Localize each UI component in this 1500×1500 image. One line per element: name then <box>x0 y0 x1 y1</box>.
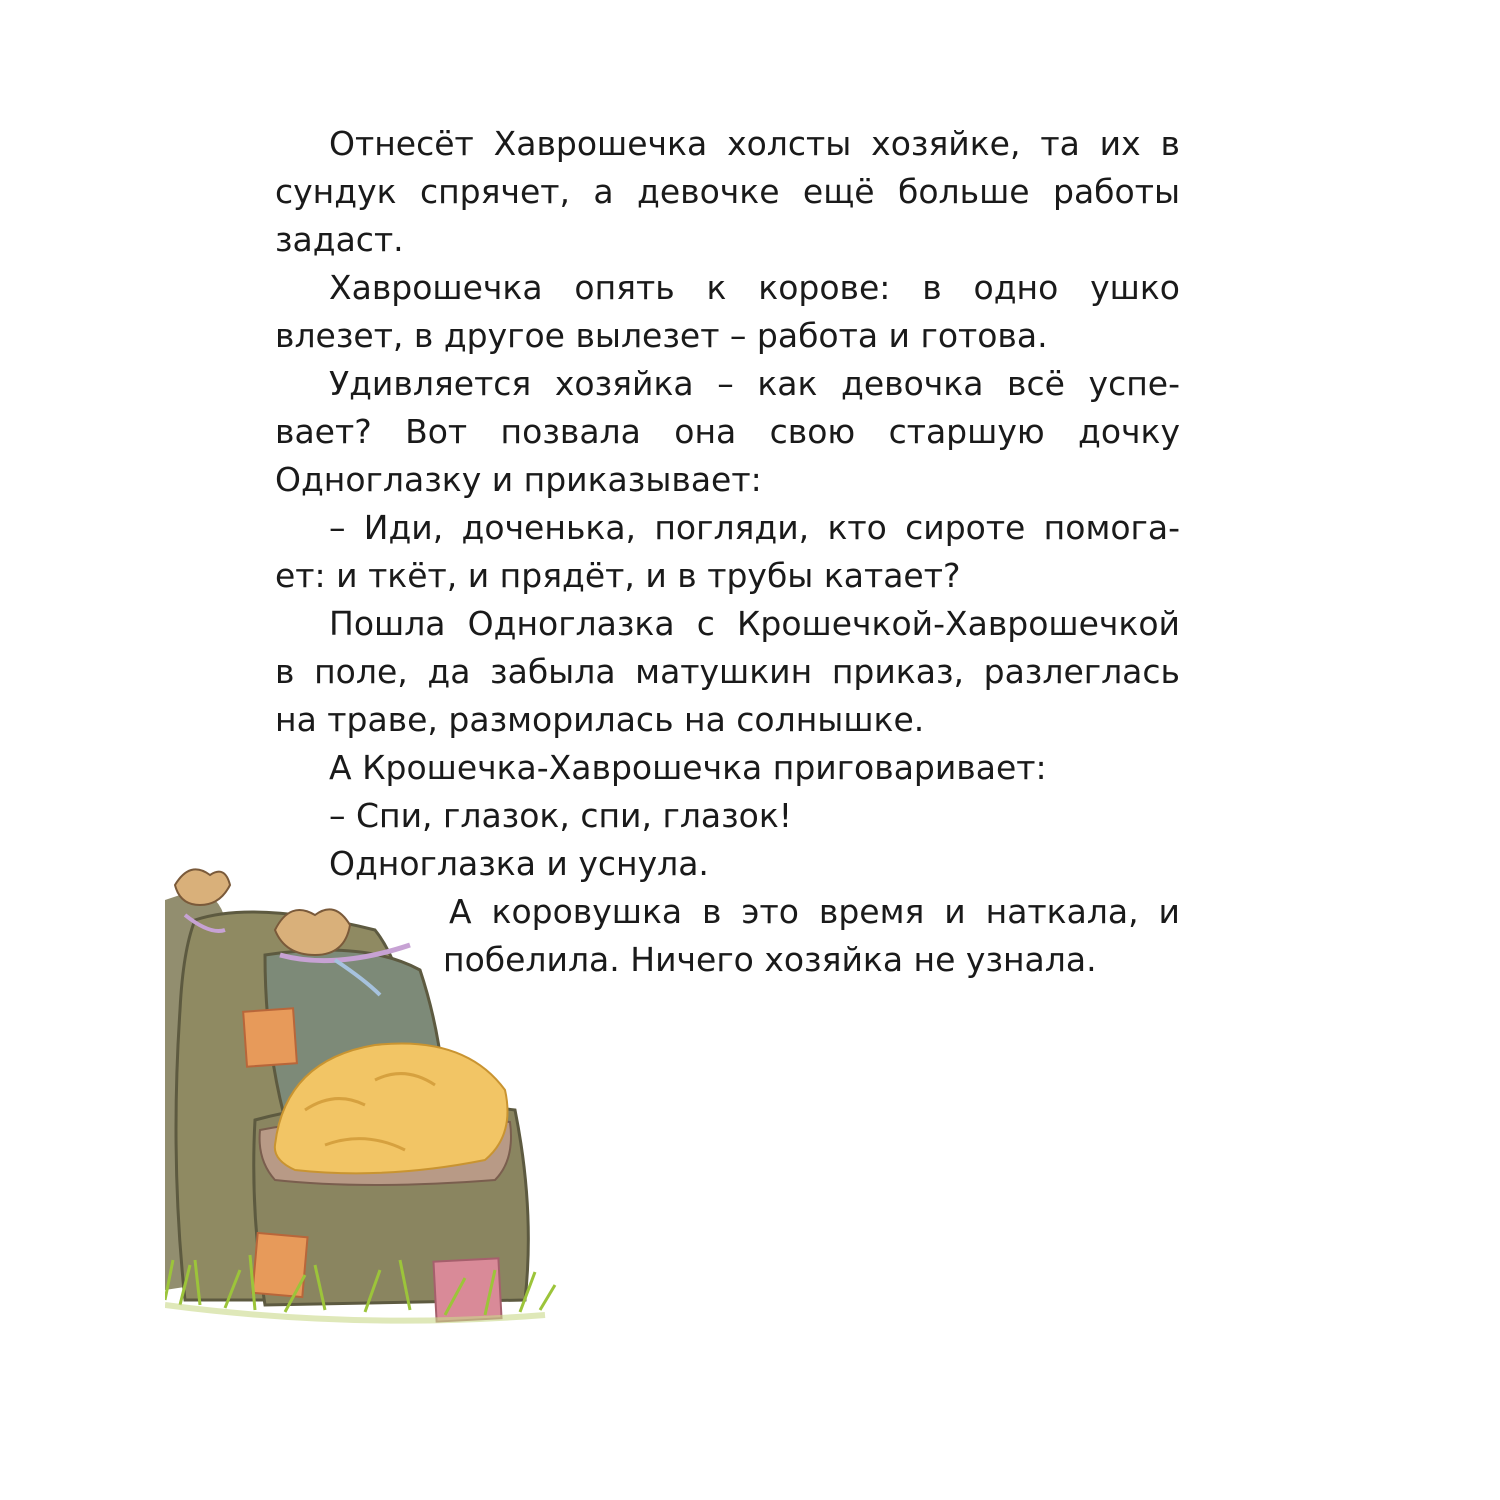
sacks-illustration <box>165 860 585 1380</box>
text-line: ет: и ткёт, и прядёт, и в трубы катает? <box>275 556 961 595</box>
text-line: Отнесёт Хаврошечка холсты хозяйке, та их в <box>329 124 1180 163</box>
orange-patch <box>243 1008 297 1066</box>
text-line: Одноглазку и приказывает: <box>275 460 762 499</box>
text-line: Хаврошечка опять к корове: в одно ушко <box>329 268 1180 307</box>
text-line: А Крошечка-Хаврошечка приговаривает: <box>329 748 1047 787</box>
sack-top-left <box>175 869 230 905</box>
text-line: Пошла Одноглазка с Крошечкой-Хаврошечкой <box>329 604 1180 643</box>
text-line: побелила. Ничего хозяйка не узнала. <box>443 940 1097 979</box>
text-line: вает? Вот позвала она свою старшую дочку <box>275 412 1180 451</box>
text-line: сундук спрячет, а девочке ещё больше работы <box>275 172 1180 211</box>
text-line: задаст. <box>275 220 404 259</box>
text-line: в поле, да забыла матушкин приказ, разлеглась <box>275 652 1180 691</box>
text-line: влезет, в другое вылезет – работа и готова. <box>275 316 1048 355</box>
text-line: – Иди, доченька, погляди, кто сироте помога- <box>329 508 1180 547</box>
text-line: Удивляется хозяйка – как девочка всё успе- <box>329 364 1180 403</box>
text-line: – Спи, глазок, спи, глазок! <box>329 796 793 835</box>
text-line: Одноглазка и уснула. <box>329 844 709 883</box>
text-line: на траве, разморилась на солнышке. <box>275 700 925 739</box>
text-line: А коровушка в это время и наткала, и <box>449 892 1180 931</box>
